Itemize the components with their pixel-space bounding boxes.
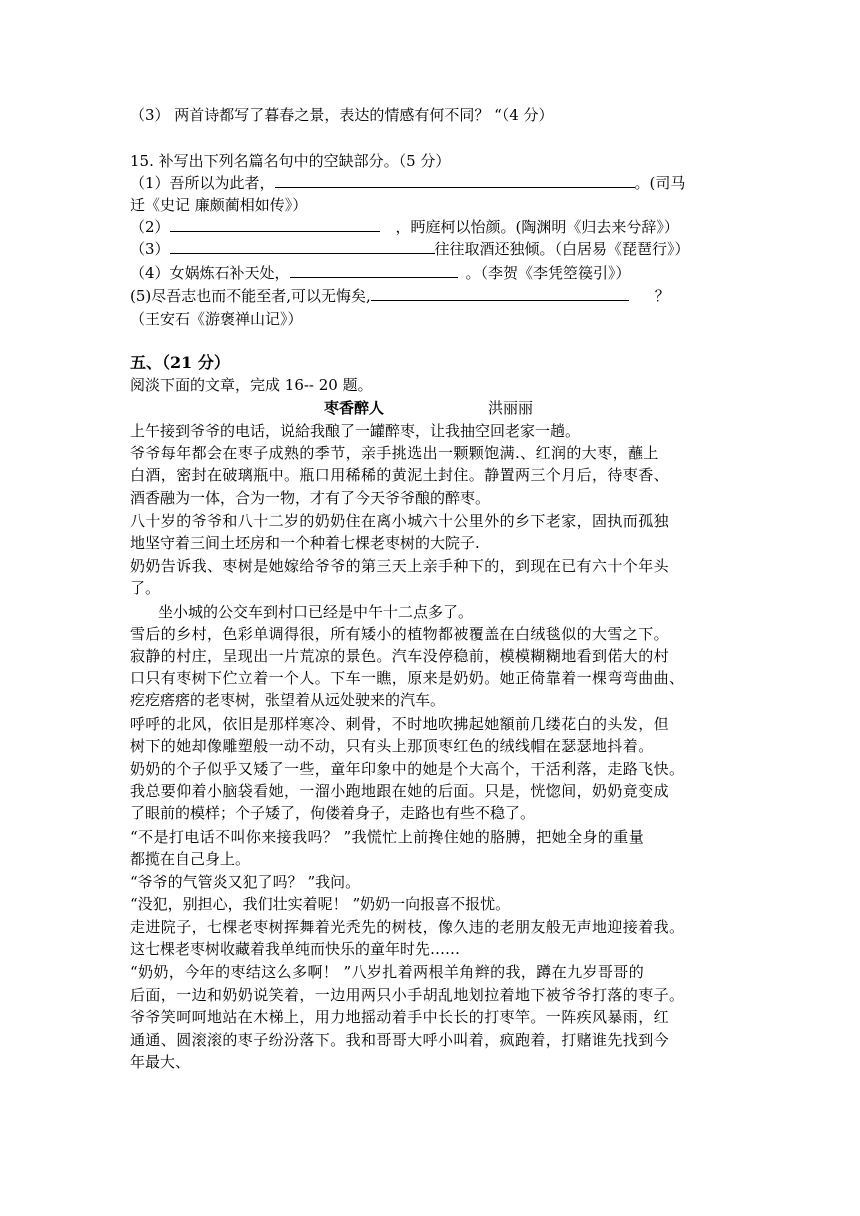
paragraph-line: 年最大、 [130, 1053, 191, 1071]
paragraph-line: 都揽在自己身上。 [130, 850, 251, 868]
answer-blank[interactable] [371, 285, 629, 301]
q15-item-5-prefix: (5)尽吾志也而不能至者,可以无悔矣, [130, 287, 371, 305]
paragraph-line: 呼呼的北风，依旧是那样寒冷、刺骨，不时地吹拂起她額前几缕花白的头发，但 [130, 715, 670, 733]
q15-heading: 15. 补写出下列名篇名句中的空缺部分。（5 分） [130, 152, 451, 170]
q15-item-5-source: （王安石《游褒禅山记》） [130, 310, 303, 328]
paragraph-line: 通通、圆滚滚的枣子纷汾落下。我和哥哥大呼小叫着，疯跑着，打赌谁先找到今 [130, 1031, 670, 1049]
answer-blank[interactable] [170, 238, 435, 254]
q15-item-2-prefix: （2） [130, 218, 170, 236]
paragraph-line: 坐小城的公交车到村口已经是中午十二点多了。 [158, 603, 474, 621]
paragraph-line: 后面，一边和奶奶说笑着，一边用两只小手胡乱地划拉着地下被爷爷打落的枣子。 [130, 986, 685, 1004]
paragraph-line: 走进院子，七棵老枣树挥舞着光秃先的树枝，像久违的老朋友般无声地迎接着我。 [130, 918, 685, 936]
q15-item-2-suffix: ，眄庭柯以怡颜。(陶渊明《归去来兮辞》） [395, 218, 679, 236]
paragraph-line: 奶奶的个子似乎又矮了一些，童年印象中的她是个大高个，干活利落，走路飞快。 [130, 760, 685, 778]
paragraph-line: 白酒，密封在破璃瓶中。瓶口用稀稀的黄泥土封住。静置两三个月后，待枣香、 [130, 466, 670, 484]
paragraph-line: 雪后的乡村，色彩单调得很，所有矮小的植物都被覆盖在白绒毯似的大雪之下。 [130, 625, 670, 643]
q15-item-1-prefix: （1）吾所以为此者， [130, 174, 275, 192]
q15-item-4-suffix: 。（李贺《李凭箜篌引》） [465, 264, 631, 282]
q15-item-5 [130, 285, 670, 307]
answer-blank[interactable] [275, 172, 635, 188]
paragraph-line: 上午接到爷爷的电话，说給我酿了一罐醉枣，让我抽空回老家一趟。 [130, 422, 581, 440]
answer-blank[interactable] [170, 216, 380, 232]
q15-item-1 [130, 172, 685, 194]
paragraph-line: 寂静的村庄，呈现出一片荒凉的景色。汽车没停稳前，模模糊糊地看到偌大的村 [130, 647, 670, 665]
article-author: 洪丽丽 [488, 399, 534, 417]
q15-item-1-suffix: 。(司马 [634, 174, 686, 192]
paragraph-line: 口只有枣树下伫立着一个人。下车一瞧，原来是奶奶。她正倚靠着一棵弯弯曲曲、 [130, 669, 685, 687]
section-five-heading: 五、（21 分） [130, 353, 230, 372]
answer-blank[interactable] [290, 262, 458, 278]
q15-item-3-prefix: （3） [130, 240, 170, 258]
paragraph-line: 酒香融为一体，合为一物，才有了今天爷爷酿的醉枣。 [130, 489, 491, 507]
paragraph-line: 我总要仰着小脑袋看她，一溜小跑地跟在她的后面。只是，恍惚间，奶奶竟变成 [130, 782, 670, 800]
paragraph-line: 树下的她却像雕塑般一动不动，只有头上那顶枣红色的绒线帽在瑟瑟地抖着。 [130, 737, 654, 755]
q15-item-2 [130, 216, 679, 238]
q14-part3: （3） 两首诗都写了暮春之景，表达的情感有何不同？ “（4 分） [130, 106, 554, 124]
paragraph-line: “爷爷的气管炎又犯了吗？ ”我问。 [130, 873, 361, 891]
paragraph-line: 爷爷每年都会在枣子成熟的季节，亲手挑选出一颗颗饱满.、红润的大枣，蘸上 [130, 444, 659, 462]
paragraph-line: “不是打电话不叫你来接我吗？ ”我慌忙上前搀住她的胳膊，把她全身的重量 [130, 828, 645, 846]
paragraph-line: 这七棵老枣树收藏着我单纯而快乐的童年时先…… [130, 940, 461, 958]
q15-item-1-source: 迁《史记 廉颇蔺相如传》） [130, 196, 308, 214]
paragraph-line: “没犯，别担心，我们壮实着呢！ ”奶奶一向报喜不报忧。 [130, 895, 511, 913]
section-five-instruction: 阅淡下面的文章，完成 16-- 20 题。 [130, 376, 373, 394]
q15-item-3 [130, 238, 690, 260]
article-title: 枣香醉人 [324, 399, 385, 417]
q15-item-5-suffix: ？ [654, 287, 670, 305]
paragraph-line: 了眼前的模样；个子矮了，佝偻着身子，走路也有些不稳了。 [130, 804, 536, 822]
paragraph-line: 地坚守着三间土坯房和一个种着七棵老枣树的大院子. [130, 534, 480, 552]
paragraph-line: 奶奶告诉我、枣树是她嫁给爷爷的第三天上亲手种下的，到现在已有六十个年头 [130, 557, 670, 575]
paragraph-line: 了。 [130, 579, 161, 597]
paragraph-line: 疙疙瘩瘩的老枣树，张望着从远处驶来的汽车。 [130, 691, 446, 709]
paragraph-line: “奶奶，今年的枣结这么多啊！ ”八岁扎着两根羊角辫的我，蹲在九岁哥哥的 [130, 963, 645, 981]
q15-item-4-prefix: （4）女娲炼石补天处， [130, 264, 290, 282]
q15-item-4 [130, 262, 631, 284]
paragraph-line: 爷爷笑呵呵地站在木梯上，用力地摇动着手中长长的打枣竿。一阵疾风暴雨，红 [130, 1008, 670, 1026]
q15-item-3-suffix: 往往取酒还独倾。（白居易《琵琶行》） [434, 240, 690, 258]
paragraph-line: 八十岁的爷爷和八十二岁的奶奶住在离小城六十公里外的乡下老家，固执而孤独 [130, 512, 670, 530]
